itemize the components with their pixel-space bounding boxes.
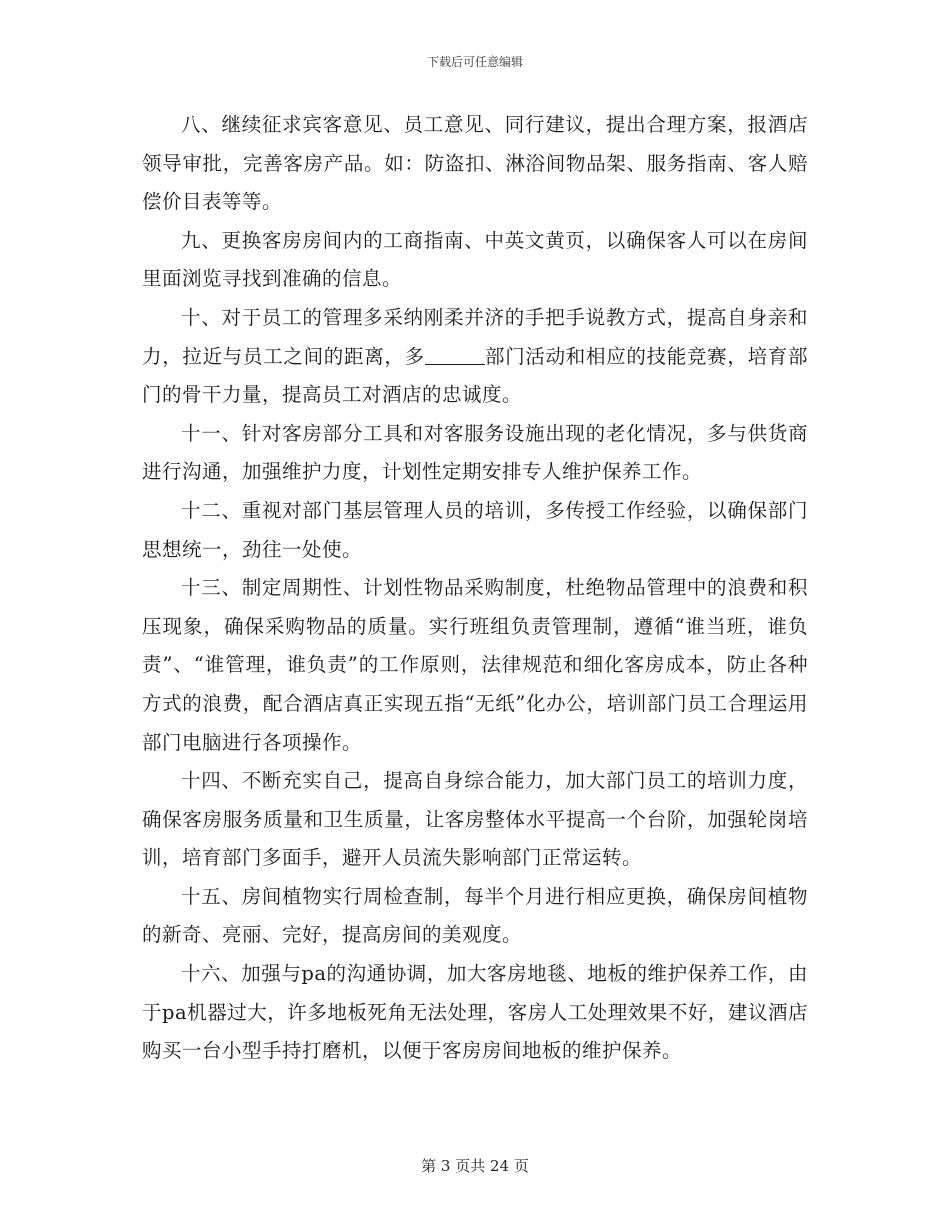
paragraph-14: 十四、不断充实自己，提高自身综合能力，加大部门员工的培训力度，确保客房服务质量和卫生质量，让客房整体水平提高一个台阶，加强轮岗培训，培育部门多面手，避开人员流失影响部门正常运转。 xyxy=(142,769,808,870)
fill-in-blank xyxy=(425,344,485,365)
paragraph-12: 十二、重视对部门基层管理人员的培训，多传授工作经验，以确保部门思想统一，劲往一处使。 xyxy=(142,498,808,561)
paragraph-16: 十六、加强与pa的沟通协调，加大客房地毯、地板的维护保养工作，由于pa机器过大，许多地板死角无法处理，客房人工处理效果不好，建议酒店购买一台小型手持打磨机，以便于客房房间地板的维护保养。 xyxy=(142,962,808,1063)
paragraph-11: 十一、针对客房部分工具和对客服务设施出现的老化情况，多与供货商进行沟通，加强维护力度，计划性定期安排专人维护保养工作。 xyxy=(142,421,808,484)
paragraph-10-part-2: 部门活动和相应的技能竞赛，培育部门的骨干力量，提高员工对酒店的忠诚度。 xyxy=(142,344,808,407)
document-body xyxy=(142,106,808,1071)
paragraph-15: 十五、房间植物实行周检查制，每半个月进行相应更换，确保房间植物的新奇、亮丽、完好，提高房间的美观度。 xyxy=(142,884,808,947)
page-number: 第 3 页共 24 页 xyxy=(421,1157,529,1175)
paragraph-10 xyxy=(142,299,808,415)
paragraph-8: 八、继续征求宾客意见、员工意见、同行建议，提出合理方案，报酒店领导审批，完善客房产品。如：防盗扣、淋浴间物品架、服务指南、客人赔偿价目表等等。 xyxy=(142,113,808,214)
paragraph-9: 九、更换客房房间内的工商指南、中英文黄页，以确保客人可以在房间里面浏览寻找到准确的信息。 xyxy=(142,228,808,291)
paragraph-13: 十三、制定周期性、计划性物品采购制度，杜绝物品管理中的浪费和积压现象，确保采购物品的质量。实行班组负责管理制，遵循“谁当班，谁负责”、“谁管理，谁负责”的工作原则，法律规范和细化客房成本，防止各种方式的浪费，配合酒店真正实现五指“无纸”化办公，培训部门员工合理运用部门电脑进行各项操作。 xyxy=(142,576,808,754)
page-header-note: 下载后可任意编辑 xyxy=(426,55,523,69)
paragraph-10-part-1: 十、对于员工的管理多采纳刚柔并济的手把手说教方式，提高自身亲和力，拉近与员工之间的距离，多 xyxy=(142,305,808,368)
